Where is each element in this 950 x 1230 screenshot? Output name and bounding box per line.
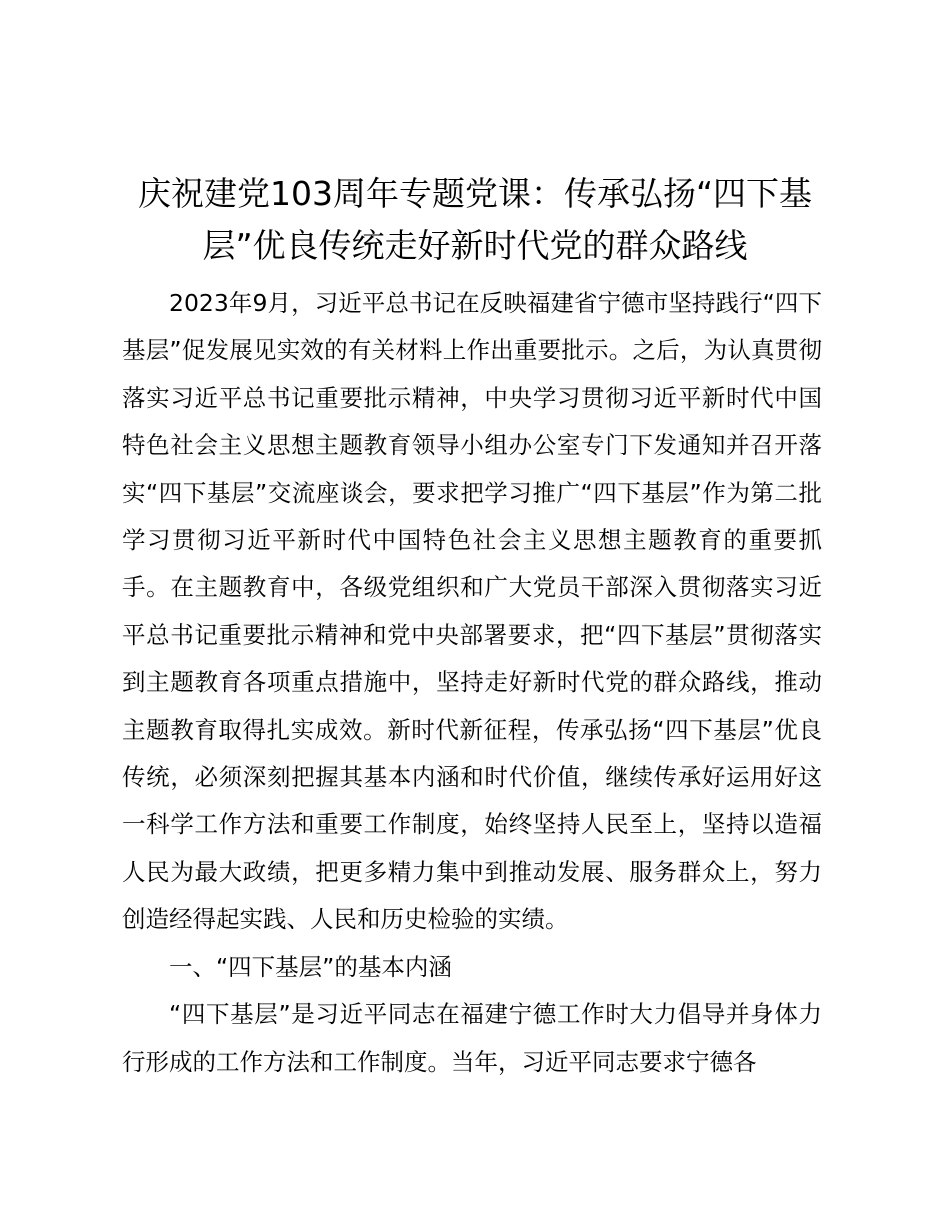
section-paragraph: “四下基层”是习近平同志在福建宁德工作时大力倡导并身体力行形成的工作方法和工作制度。当年，习近平同志要求宁德各 — [122, 1000, 822, 1076]
intro-paragraph: 2023年9月，习近平总书记在反映福建省宁德市坚持践行“四下基层”促发展见实效的有关材料上作出重要批示。之后，为认真贯彻落实习近平总书记重要批示精神，中央学习贯彻习近平新时代中国特色社会主义思想主题教育领导小组办公室专门下发通知并召开落实“四下基层”交流座谈会，要求把学习推广“四下基层”作为第二批学习贯彻习近平新时代中国特色社会主义思想主题教育的重要抓手。在主题教育中，各级党组织和广大党员干部深入贯彻落实习近平总书记重要批示精神和党中央部署要求，把“四下基层”贯彻落实到主题教育各项重点措施中，坚持走好新时代党的群众路线，推动主题教育取得扎实成效。新时代新征程，传承弘扬“四下基层”优良传统，必须深刻把握其基本内涵和时代价值，继续传承好运用好这一科学工作方法和重要工作制度，始终坚持人民至上，坚持以造福人民为最大政绩，把更多精力集中到推动发展、服务群众上，努力创造经得起实践、人民和历史检验的实绩。 — [122, 289, 822, 934]
document-title: 庆祝建党103周年专题党课：传承弘扬“四下基层”优良传统走好新时代党的群众路线 — [137, 174, 813, 265]
section-heading: 一、“四下基层”的基本内涵 — [169, 952, 452, 981]
document-body — [122, 280, 822, 1086]
